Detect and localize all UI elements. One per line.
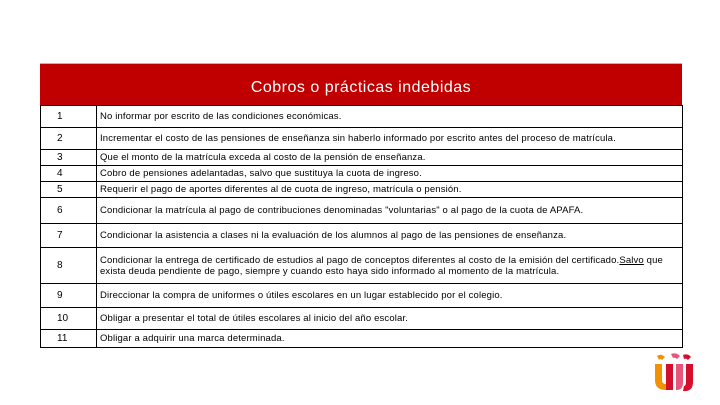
row-number: 7 xyxy=(41,224,97,248)
table-row xyxy=(41,308,683,330)
row-text: Direccionar la compra de uniformes o útiles escolares en un lugar establecido por el colegio. xyxy=(97,284,683,308)
row-number: 6 xyxy=(41,198,97,224)
row-text-underlined: Salvo xyxy=(619,254,644,266)
row-number: 4 xyxy=(41,166,97,182)
row-text: Incrementar el costo de las pensiones de enseñanza sin haberlo informado por escrito antes del proceso de matrícula. xyxy=(97,128,683,150)
row-number: 2 xyxy=(41,128,97,150)
table-title: Cobros o prácticas indebidas xyxy=(250,79,472,96)
row-number: 3 xyxy=(41,150,97,166)
table-row xyxy=(41,106,683,128)
row-number: 1 xyxy=(41,106,97,128)
row-text: Cobro de pensiones adelantadas, salvo que sustituya la cuota de ingreso. xyxy=(97,166,683,182)
row-text xyxy=(97,248,683,284)
row-number: 10 xyxy=(41,308,97,330)
practices-table xyxy=(40,105,683,348)
logo-i xyxy=(676,364,683,390)
row-text: Obligar a presentar el total de útiles escolares al inicio del año escolar. xyxy=(97,308,683,330)
row-text: Que el monto de la matrícula exceda al costo de la pensión de enseñanza. xyxy=(97,150,683,166)
row-number: 5 xyxy=(41,182,97,198)
row-text: No informar por escrito de las condiciones económicas. xyxy=(97,106,683,128)
brand-logo-icon xyxy=(651,352,699,392)
logo-u-right xyxy=(666,364,673,390)
row-text: Obligar a adquirir una marca determinada. xyxy=(97,330,683,348)
logo-j xyxy=(683,364,693,391)
table-row xyxy=(41,166,683,182)
table-row xyxy=(41,182,683,198)
table-row xyxy=(41,248,683,284)
row-text: Condicionar la matrícula al pago de contribuciones denominadas "voluntarias" o al pago de la cuota de APAFA. xyxy=(97,198,683,224)
logo-swoosh-orange xyxy=(657,355,665,360)
row-text-before: Condicionar la entrega de certificado de estudios al pago de conceptos diferentes al costo de la emisión del certificado. xyxy=(100,254,620,266)
table-header xyxy=(40,63,682,106)
row-number: 11 xyxy=(41,330,97,348)
table-row xyxy=(41,128,683,150)
table-row xyxy=(41,224,683,248)
logo-swoosh-pink xyxy=(671,353,680,359)
table-row xyxy=(41,284,683,308)
logo-swoosh-red xyxy=(683,354,691,360)
logo-u-left xyxy=(655,364,666,390)
row-number: 8 xyxy=(41,248,97,284)
row-text-after: que exista deuda pendiente de pago, siempre y cuando esto haya sido informado al momento de la matrícula. xyxy=(100,254,663,277)
row-text: Requerir el pago de aportes diferentes al de cuota de ingreso, matrícula o pensión. xyxy=(97,182,683,198)
table-row xyxy=(41,198,683,224)
row-number: 9 xyxy=(41,284,97,308)
row-text: Condicionar la asistencia a clases ni la evaluación de los alumnos al pago de las pensiones de enseñanza. xyxy=(97,224,683,248)
table-row xyxy=(41,150,683,166)
table-row xyxy=(41,330,683,348)
